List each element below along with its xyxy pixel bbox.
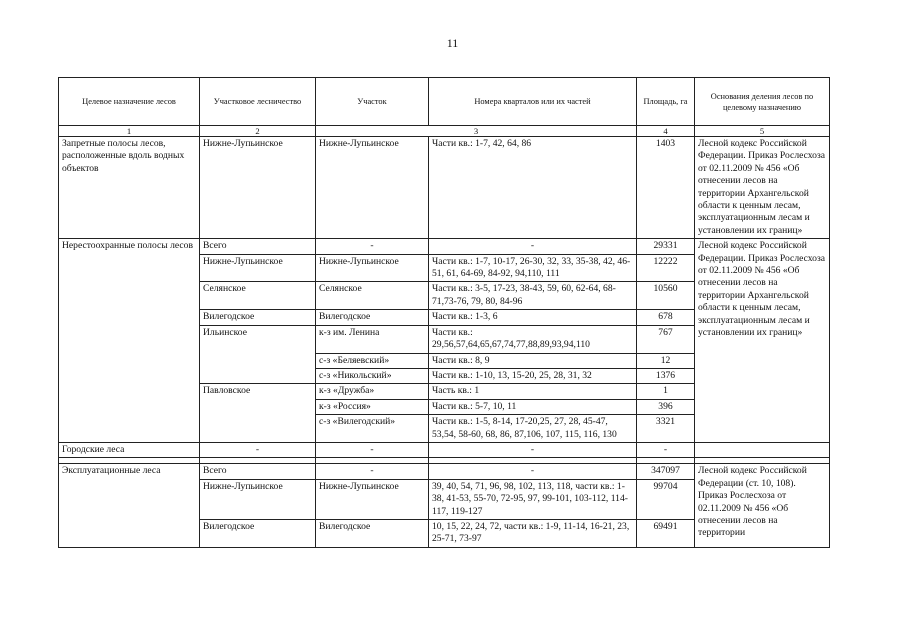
- purpose-cell: Городские леса: [59, 442, 200, 457]
- table-row: [59, 137, 830, 239]
- area-cell: 10560: [637, 282, 695, 310]
- plot-cell: к-з «Россия»: [316, 399, 429, 414]
- column-number: 1: [59, 126, 200, 137]
- area-cell: 396: [637, 399, 695, 414]
- quarters-cell: Части кв.: 1-3, 6: [429, 310, 637, 325]
- forestry-cell: Селянское: [200, 282, 316, 310]
- forestry-cell: Нижне-Лупьинское: [200, 254, 316, 282]
- plot-cell: Нижне-Лупьинское: [316, 137, 429, 239]
- basis-cell: [695, 442, 830, 457]
- plot-cell: -: [316, 442, 429, 457]
- forestry-cell: Нижне-Лупьинское: [200, 137, 316, 239]
- quarters-cell: Части кв.: 1-5, 8-14, 17-20,25, 27, 28, 45-47, 53,54, 58-60, 68, 86, 87,106, 107, 115, 116, 130: [429, 415, 637, 443]
- column-number: 3: [316, 126, 637, 137]
- column-number: 2: [200, 126, 316, 137]
- quarters-cell: -: [429, 464, 637, 479]
- basis-cell: Лесной кодекс Российской Федерации (ст. 10, 108). Приказ Рослесхоза от 02.11.2009 № 456 «Об отнесении лесов на территории: [695, 464, 830, 547]
- header-basis: Основания деления лесов по целевому назначению: [695, 78, 830, 126]
- header-forestry: Участковое лесничество: [200, 78, 316, 126]
- plot-cell: с-з «Беляевский»: [316, 353, 429, 368]
- column-number-row: [59, 126, 830, 137]
- quarters-cell: Части кв.: 3-5, 17-23, 38-43, 59, 60, 62-64, 68-71,73-76, 79, 80, 84-96: [429, 282, 637, 310]
- area-cell: 1: [637, 384, 695, 399]
- purpose-cell: Запретные полосы лесов, расположенные вдоль водных объектов: [59, 137, 200, 239]
- area-cell: 347097: [637, 464, 695, 479]
- forestry-cell: Павловское: [200, 384, 316, 443]
- header-plot: Участок: [316, 78, 429, 126]
- quarters-cell: Часть кв.: 1: [429, 384, 637, 399]
- table-header-row: [59, 78, 830, 126]
- forestry-cell: Вилегодское: [200, 519, 316, 547]
- page-number: 11: [446, 36, 459, 50]
- quarters-cell: 39, 40, 54, 71, 96, 98, 102, 113, 118, части кв.: 1-38, 41-53, 55-70, 72-95, 97, 99-101, 103-112, 114-117, 119-127: [429, 479, 637, 519]
- area-cell: 99704: [637, 479, 695, 519]
- area-cell: 3321: [637, 415, 695, 443]
- table-row: [59, 239, 830, 254]
- quarters-cell: Части кв.: 1-7, 42, 64, 86: [429, 137, 637, 239]
- forestry-cell: Вилегодское: [200, 310, 316, 325]
- header-purpose: Целевое назначение лесов: [59, 78, 200, 126]
- forestry-cell: -: [200, 442, 316, 457]
- plot-cell: Селянское: [316, 282, 429, 310]
- column-number: 5: [695, 126, 830, 137]
- forest-division-table: [58, 77, 830, 548]
- plot-cell: к-з им. Ленина: [316, 325, 429, 353]
- column-number: 4: [637, 126, 695, 137]
- forestry-cell: Нижне-Лупьинское: [200, 479, 316, 519]
- area-cell: -: [637, 442, 695, 457]
- area-cell: 1403: [637, 137, 695, 239]
- area-cell: 69491: [637, 519, 695, 547]
- purpose-cell: Эксплуатационные леса: [59, 464, 200, 547]
- plot-cell: -: [316, 239, 429, 254]
- quarters-cell: 10, 15, 22, 24, 72, части кв.: 1-9, 11-14, 16-21, 23, 25-71, 73-97: [429, 519, 637, 547]
- table-row: [59, 464, 830, 479]
- plot-cell: с-з «Вилегодский»: [316, 415, 429, 443]
- header-area: Площадь, га: [637, 78, 695, 126]
- plot-cell: -: [316, 464, 429, 479]
- area-cell: 678: [637, 310, 695, 325]
- plot-cell: Нижне-Лупьинское: [316, 254, 429, 282]
- area-cell: 12222: [637, 254, 695, 282]
- quarters-cell: -: [429, 442, 637, 457]
- basis-cell: Лесной кодекс Российской Федерации. Приказ Рослесхоза от 02.11.2009 № 456 «Об отнесении лесов на территории Архангельской области к ценным лесам, эксплуатационным лесам и установлении их границ»: [695, 239, 830, 443]
- forestry-cell: Всего: [200, 239, 316, 254]
- quarters-cell: Части кв.: 8, 9: [429, 353, 637, 368]
- table-row: [59, 442, 830, 457]
- quarters-cell: -: [429, 239, 637, 254]
- plot-cell: Вилегодское: [316, 310, 429, 325]
- plot-cell: Вилегодское: [316, 519, 429, 547]
- quarters-cell: Части кв.: 29,56,57,64,65,67,74,77,88,89,93,94,110: [429, 325, 637, 353]
- area-cell: 12: [637, 353, 695, 368]
- purpose-cell: Нерестоохранные полосы лесов: [59, 239, 200, 443]
- forestry-cell: Всего: [200, 464, 316, 479]
- quarters-cell: Части кв.: 1-7, 10-17, 26-30, 32, 33, 35-38, 42, 46-51, 61, 64-69, 84-92, 94,110, 111: [429, 254, 637, 282]
- plot-cell: Нижне-Лупьинское: [316, 479, 429, 519]
- header-quarters: Номера кварталов или их частей: [429, 78, 637, 126]
- plot-cell: с-з «Никольский»: [316, 368, 429, 383]
- area-cell: 767: [637, 325, 695, 353]
- quarters-cell: Части кв.: 5-7, 10, 11: [429, 399, 637, 414]
- area-cell: 1376: [637, 368, 695, 383]
- basis-cell: Лесной кодекс Российской Федерации. Приказ Рослесхоза от 02.11.2009 № 456 «Об отнесении лесов на территории Архангельской области к ценным лесам, эксплуатационным лесам и установлении их границ»: [695, 137, 830, 239]
- forestry-cell: Ильинское: [200, 325, 316, 384]
- area-cell: 29331: [637, 239, 695, 254]
- plot-cell: к-з «Дружба»: [316, 384, 429, 399]
- quarters-cell: Части кв.: 1-10, 13, 15-20, 25, 28, 31, 32: [429, 368, 637, 383]
